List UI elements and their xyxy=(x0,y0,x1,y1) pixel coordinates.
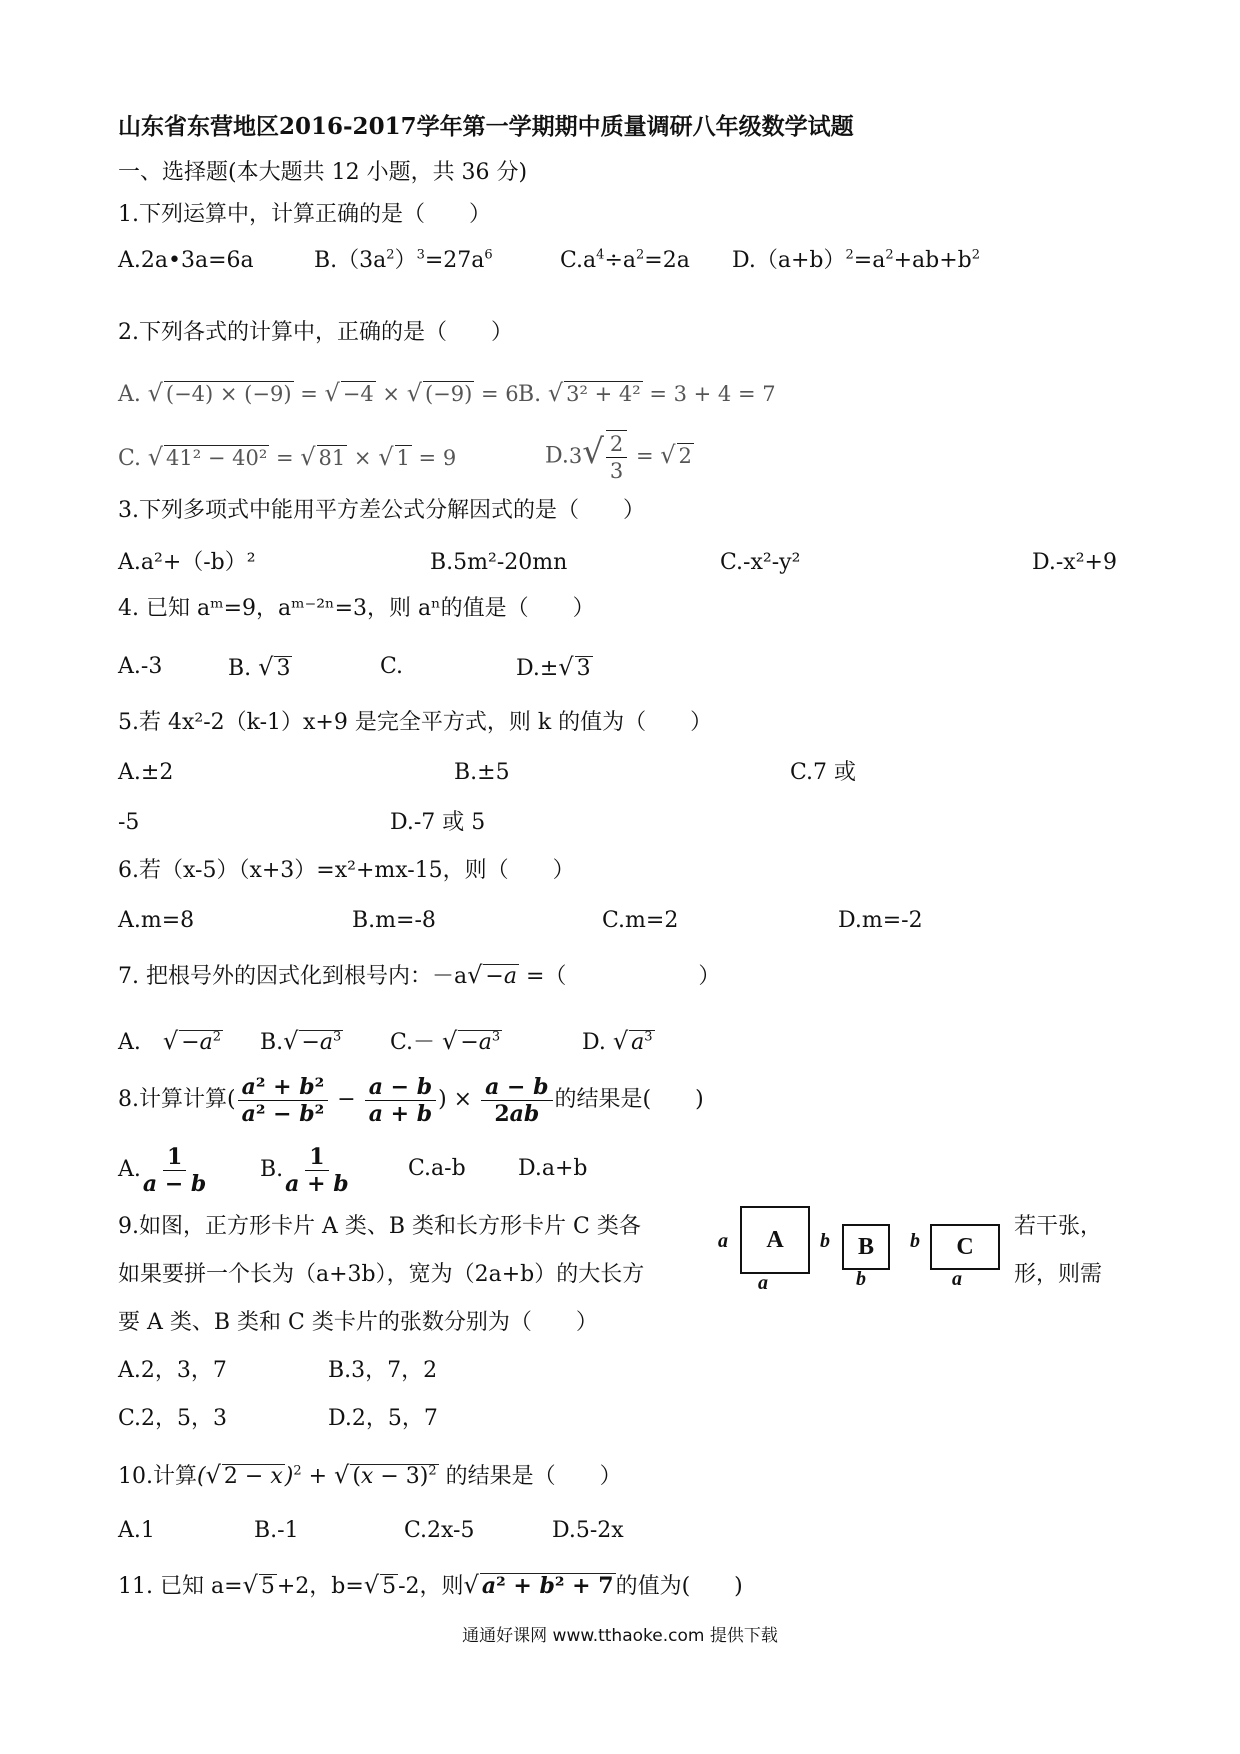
q6-option-a: A.m=8 xyxy=(118,908,195,933)
q9-option-b: B.3，7，2 xyxy=(328,1358,438,1383)
question-9-line3: 要 A 类、B 类和 C 类卡片的张数分别为（ ） xyxy=(118,1310,598,1335)
q2-option-b: B. √ 3² + 4² = 3 + 4 = 7 xyxy=(518,379,776,407)
q8-option-b: B. $\frac{1}{a + b}$ xyxy=(260,1143,349,1197)
question-9-line2: 如果要拼一个长为（a+3b），宽为（2a+b）的大长方 xyxy=(118,1262,645,1287)
q10-option-d: D.5-2x xyxy=(552,1518,624,1543)
q5-option-a: A.±2 xyxy=(118,760,174,785)
section-heading: 一、选择题(本大题共 12 小题，共 36 分) xyxy=(118,160,528,185)
q3-option-b: B.5m²-20mn xyxy=(430,550,568,575)
card-a: A xyxy=(740,1206,810,1274)
question-1-stem: 1.下列运算中，计算正确的是（ ） xyxy=(118,202,491,227)
page-title: 山东省东营地区2016-2017学年第一学期期中质量调研八年级数学试题 xyxy=(118,113,854,140)
q2-option-a: A. √ (−4) × (−9) = √ −4 × √ (−9) = 6 xyxy=(118,379,519,407)
q5-option-c-cont: -5 xyxy=(118,810,140,835)
q4-option-a: A.-3 xyxy=(118,654,163,679)
q10-option-a: A.1 xyxy=(118,1518,155,1543)
q7-option-a: A. √ $-a^2$ xyxy=(118,1027,222,1055)
question-9-line2-end: 形，则需 xyxy=(1014,1262,1103,1287)
q1-option-b: $B.(3a^2)^3=27a^6$ xyxy=(314,247,493,273)
question-7-stem: 7. 把根号外的因式化到根号内：－a√ −a =（ ） xyxy=(118,961,721,989)
question-2-stem: 2.下列各式的计算中，正确的是（ ） xyxy=(118,320,513,345)
q9-option-d: D.2，5，7 xyxy=(328,1406,438,1431)
card-b-bottom-label: b xyxy=(856,1268,866,1290)
card-c: C xyxy=(930,1224,1000,1270)
q1-option-d: $D.(a+b)^2=a^2+ab+b^2$ xyxy=(732,247,981,273)
q3-option-d: D.-x²+9 xyxy=(1032,550,1117,575)
card-a-side-label: a xyxy=(718,1230,728,1252)
card-c-side-label: b xyxy=(910,1230,920,1252)
question-10-stem: 10.计算(√ 2 − x)$^2$ + √ $(x - 3)^2$ 的结果是（ ） xyxy=(118,1461,622,1489)
q4-option-d: D.±√ 3 xyxy=(516,653,591,681)
card-b-side-label: b xyxy=(820,1230,830,1252)
question-6-stem: 6.若（x-5）（x+3）=x²+mx-15，则（ ） xyxy=(118,858,575,883)
q4-option-b: B. √ 3 xyxy=(228,653,291,681)
q9-option-c: C.2，5，3 xyxy=(118,1406,228,1431)
question-3-stem: 3.下列多项式中能用平方差公式分解因式的是（ ） xyxy=(118,498,645,523)
q6-option-c: C.m=2 xyxy=(602,908,679,933)
q1-option-a: A.2a•3a=6a xyxy=(118,248,254,273)
card-b: B xyxy=(842,1224,890,1270)
q3-option-a: A.a²+（-b）² xyxy=(118,550,256,575)
q9-option-a: A.2，3，7 xyxy=(118,1358,227,1383)
page-footer: 通通好课网 www.tthaoke.com 提供下载 xyxy=(462,1626,778,1646)
question-4-stem: 4. 已知 aᵐ=9，aᵐ⁻²ⁿ=3，则 aⁿ的值是（ ） xyxy=(118,596,595,621)
q2-option-d: D.3√ $\frac{2}{3}$ = √ 2 xyxy=(545,431,692,483)
question-9-line1-end: 若干张， xyxy=(1014,1214,1103,1239)
card-c-bottom-label: a xyxy=(952,1268,962,1290)
q7-option-b: $B.√ -a^3$ xyxy=(260,1027,342,1055)
card-a-bottom-label: a xyxy=(758,1272,768,1294)
q6-option-b: B.m=-8 xyxy=(352,908,436,933)
q5-option-d: D.-7 或 5 xyxy=(390,810,486,835)
q7-option-c: C.－ √ $-a^3$ xyxy=(390,1027,501,1055)
q1-option-c: $C.a^4\div a^2=2a$ xyxy=(560,247,690,273)
q10-option-c: C.2x-5 xyxy=(404,1518,475,1543)
q8-option-a: A. $\frac{1}{a - b}$ xyxy=(118,1143,207,1197)
q10-option-b: B.-1 xyxy=(254,1518,299,1543)
question-11-stem: 11. 已知 a=√ 5+2，b=√ 5-2，则√ a² + b² + 7的值为( ) xyxy=(118,1571,743,1599)
q8-option-d: D.a+b xyxy=(518,1156,588,1181)
q8-option-c: C.a-b xyxy=(408,1156,466,1181)
q5-option-c: C.7 或 xyxy=(790,760,857,785)
q5-option-b: B.±5 xyxy=(454,760,510,785)
question-5-stem: 5.若 4x²-2（k-1）x+9 是完全平方式，则 k 的值为（ ） xyxy=(118,710,713,735)
question-9-line1: 9.如图，正方形卡片 A 类、B 类和长方形卡片 C 类各 xyxy=(118,1214,641,1239)
q3-option-c: C.-x²-y² xyxy=(720,550,801,575)
q4-option-c: C. xyxy=(380,654,404,679)
q6-option-d: D.m=-2 xyxy=(838,908,923,933)
question-8-stem: 8.计算计算( $\frac{\text{a² + b²}}{\text{a² − b²}}$ − $\frac{a - b}{a + b}$ ) × $\frac{a - b}{2ab}$ 的结果是( ) xyxy=(118,1073,704,1127)
q2-option-c: C. √ 41² − 40² = √ 81 × √ 1 = 9 xyxy=(118,443,457,471)
q7-option-d: D. √ $a^3$ xyxy=(582,1027,653,1055)
